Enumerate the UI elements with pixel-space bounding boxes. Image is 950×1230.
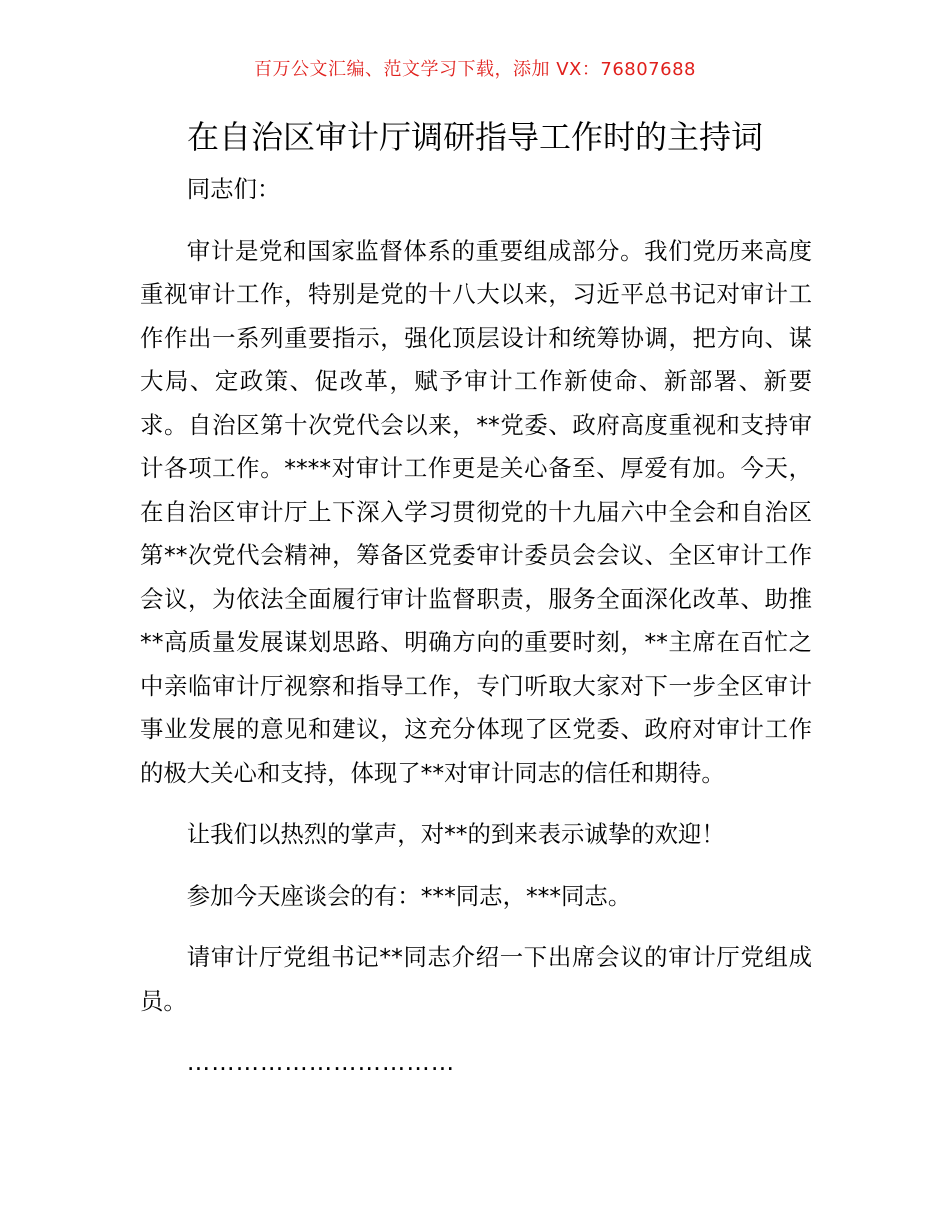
paragraph-1: 审计是党和国家监督体系的重要组成部分。我们党历来高度重视审计工作，特别是党的十八大以来，习近平总书记对审计工作作出一系列重要指示，强化顶层设计和统筹协调，把方向、谋大局、定政策、促改革，赋予审计工作新使命、新部署、新要求。自治区第十次党代会以来，**党委、政府高度重视和支持审计各项工作。****对审计工作更是关心备至、厚爱有加。今天，在自治区审计厅上下深入学习贯彻党的十九届六中全会和自治区第**次党代会精神，筹备区党委审计委员会会议、全区审计工作会议，为依法全面履行审计监督职责，服务全面深化改革、助推**高质量发展谋划思路、明确方向的重要时刻，**主席在百忙之中亲临审计厅视察和指导工作，专门听取大家对下一步全区审计事业发展的意见和建议，这充分体现了区党委、政府对审计工作的极大关心和支持，体现了**对审计同志的信任和期待。 bbox=[140, 236, 812, 787]
watermark-header: 百万公文汇编、范文学习下载，添加 VX：76807688 bbox=[254, 59, 696, 80]
ellipsis-line: …………………………… bbox=[186, 1048, 456, 1076]
paragraph-3: 参加今天座谈会的有：***同志，***同志。 bbox=[186, 881, 632, 910]
document-title: 在自治区审计厅调研指导工作时的主持词 bbox=[186, 118, 763, 156]
salutation: 同志们： bbox=[186, 175, 281, 203]
paragraph-4: 请审计厅党组书记**同志介绍一下出席会议的审计厅党组成员。 bbox=[140, 943, 812, 1015]
paragraph-2: 让我们以热烈的掌声，对**的到来表示诚挚的欢迎！ bbox=[186, 820, 725, 848]
document-body bbox=[140, 168, 812, 1085]
